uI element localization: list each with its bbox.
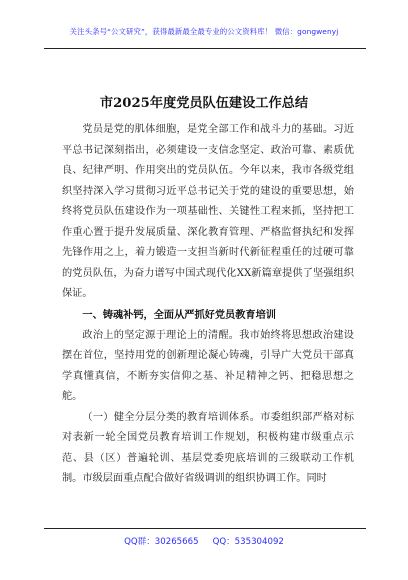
intro-paragraph: 党员是党的肌体细胞，是党全部工作和战斗力的基础。习近平总书记深刻指出，必须建设一支信念坚定、政治可靠、素质优良、纪律严明、作用突出的党员队伍。今年以来，我市各级党组织坚持深入学习贯彻习近平总书记关于党的建设的重要思想，始终将党员队伍建设作为一项基础性、关键性工程来抓，坚持把工作重心置于提升发展质量、深化教育管理、严格监督执纪和发挥先锋作用之上，着力锻造一支担当新时代新征程重任的过硬可靠的党员队伍，为奋力谱写中国式现代化XX新篇章提供了坚强组织保证。 [62, 124, 354, 299]
section-1-paragraph: 政治上的坚定源于理论上的清醒。我市始终将思想政治建设摆在首位，坚持用党的创新理论凝心铸魂，引导广大党员干部真学真懂真信，不断夯实信仰之基、补足精神之钙、把稳思想之舵。 [62, 329, 354, 402]
footer-qq: QQ：535304092 [212, 537, 284, 547]
subsection-1-paragraph: （一）健全分层分类的教育培训体系。市委组织部严格对标对表新一轮全国党员教育培训工作规划，积极构建市级重点示范、县（区）普遍轮训、基层党委兜底培训的三级联动工作机制。市级层面重点配合做好省级调训的组织协调工作。同时 [62, 411, 354, 484]
footer-qq-group: QQ群：30265665 [124, 537, 199, 547]
footer-divider [44, 528, 366, 529]
footer-contact [0, 535, 408, 547]
header-divider [44, 48, 366, 49]
document-title: 市2025年度党员队伍建设工作总结 [99, 96, 309, 111]
document-body [62, 120, 354, 490]
section-heading-1: 一、铸魂补钙，全面从严抓好党员教育培训 [82, 309, 276, 321]
header-promo-note: 关注头条号“公文研究”，获得最新最全最专业的公文资料库！ 微信：gongwenyj [69, 27, 339, 36]
